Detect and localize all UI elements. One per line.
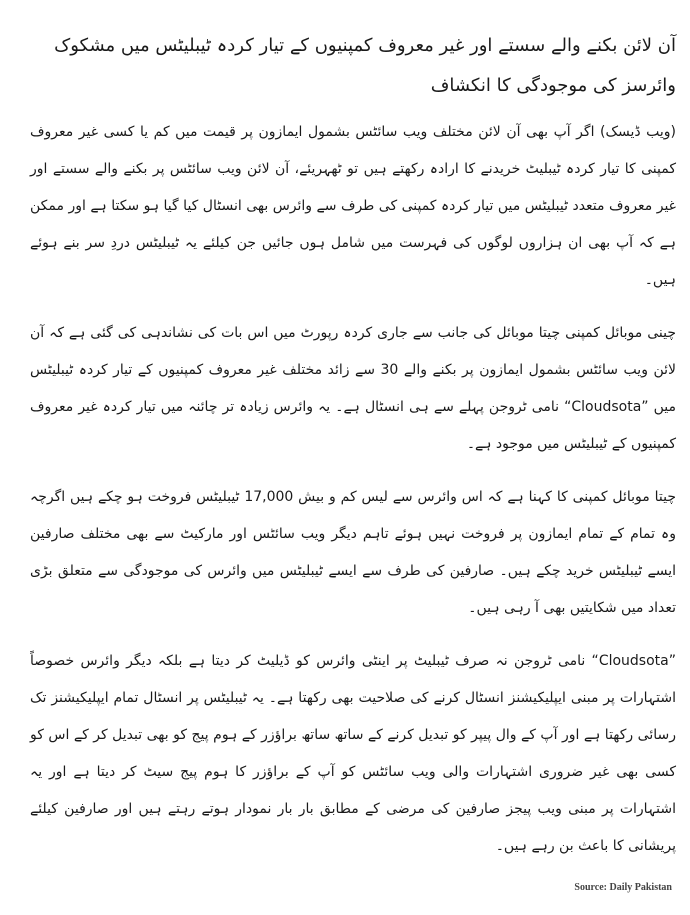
source-credit: Source: Daily Pakistan [574,882,672,893]
article-paragraph-1: (ویب ڈیسک) اگر آپ بھی آن لائن مختلف ویب سائٹس بشمول ایمازون پر قیمت میں کم یا کسی غیر معروف کمپنی کا تیار کردہ ٹیبلیٹ خریدنے کا ارادہ رکھتے ہیں تو ٹھہریئے، آن لائن ویب سائٹس پر بکنے والے سستے اور غیر معروف متعدد ٹیبلیٹس میں تیار کردہ کمپنی کی طرف سے وائرس بھی انسٹال کیا گیا ہو سکتا ہے اور ممکن ہے کہ آپ بھی ان ہزاروں لوگوں کی فہرست میں شامل ہوں جائیں جن کیلئے یہ ٹیبلیٹس دردِ سر بنے ہوئے ہیں۔ [30,124,676,288]
article-paragraph-4: ”Cloudsota“ نامی ٹروجن نہ صرف ٹیبلیٹ پر اینٹی وائرس کو ڈیلیٹ کر دیتا ہے بلکہ دیگر وائرس خصوصاً اشتہارات پر مبنی ایپلیکیشنز انسٹال کرنے کی صلاحیت بھی رکھتا ہے۔ یہ ٹیبلیٹس پر انسٹال تمام ایپلیکیشنز تک رسائی رکھتا ہے اور آپ کے وال پیپر کو تبدیل کرنے کے ساتھ ساتھ براؤزر کے ہوم پیج کو بھی تبدیل کر کے اس کو کسی بھی غیر ضروری اشتہارات والی ویب سائٹس کو آپ کے براؤزر کا ہوم پیج سیٹ کر دیتا ہے اور یہ اشتہارات پر مبنی ویب پیجز صارفین کی مرضی کے مطابق بار بار نمودار ہوتے رہتے ہیں اور صارفین کیلئے پریشانی کا باعث بن رہے ہیں۔ [30,653,676,854]
article-paragraph-2: چینی موبائل کمپنی چیتا موبائل کی جانب سے جاری کردہ رپورٹ میں اس بات کی نشاندہی کی گئی ہے کہ آن لائن ویب سائٹس بشمول ایمازون پر بکنے والے 30 سے زائد مختلف غیر معروف کمپنیوں کے تیار کردہ ٹیبلیٹس میں ”Cloudsota“ نامی ٹروجن پہلے سے ہی انسٹال ہے۔ یہ وائرس زیادہ تر چائنہ میں تیار کردہ غیر معروف کمپنیوں کے ٹیبلیٹس میں موجود ہے۔ [30,325,677,452]
article-paragraph-3: چیتا موبائل کمپنی کا کہنا ہے کہ اس وائرس سے لیس کم و بیش 17,000 ٹیبلیٹس فروخت ہو چکے ہیں اگرچہ وہ تمام کے تمام ایمازون پر فروخت نہیں ہوئے تاہم دیگر ویب سائٹس اور مارکیٹ سے بھی مختلف صارفین ایسے ٹیبلیٹس خرید چکے ہیں۔ صارفین کی طرف سے ایسے ٹیبلیٹس میں وائرس کی موجودگی سے متعلق بڑی تعداد میں شکایتیں بھی آ رہی ہیں۔ [30,489,676,616]
article-title: آن لائن بکنے والے سستے اور غیر معروف کمپنیوں کے تیار کردہ ٹیبلیٹس میں مشکوک وائرسز کی موجودگی کا انکشاف [54,35,676,96]
